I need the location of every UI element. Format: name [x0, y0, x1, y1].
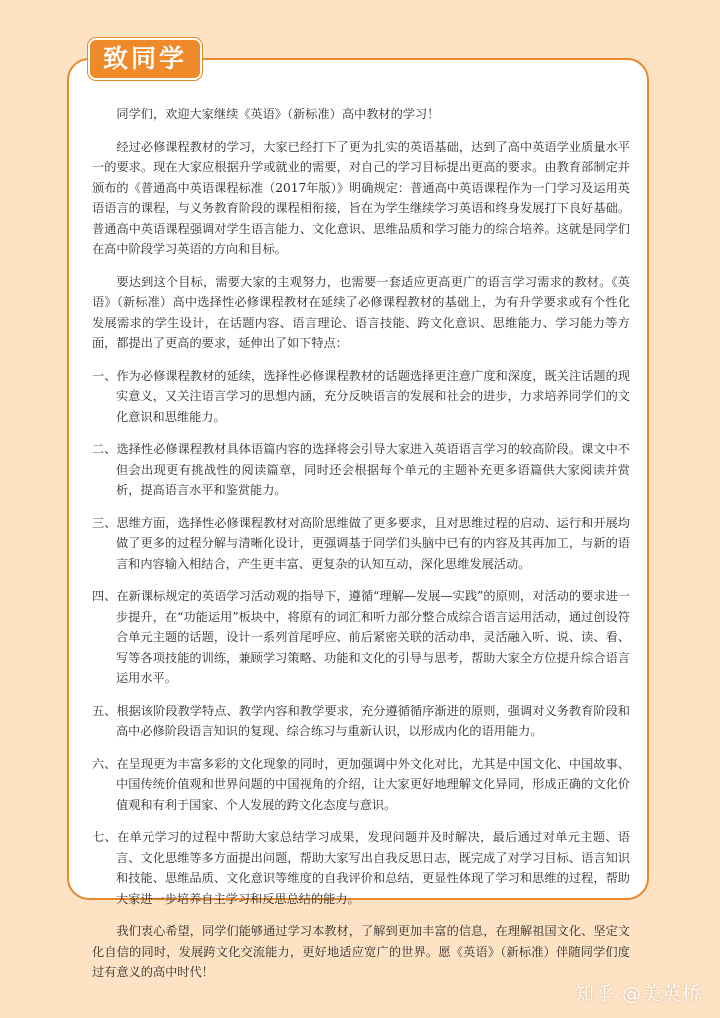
goal-paragraph: 要达到这个目标，需要大家的主观努力，也需要一套适应更高更广的语言学习需求的教材。《英语》（新标准）高中选择性必修课程教材在延续了必修课程教材的基础上，为有升学要求或有个性化发展需求的学生设计，在话题内容、语言理论、语言技能、跨文化意识、思维能力、学习能力等方面，都提出了更高的要求，延伸出了如下特点：: [92, 274, 630, 350]
feature-item-6: 六、在呈现更为丰富多彩的文化现象的同时，更加强调中外文化对比，尤其是中国文化、中国故事、中国传统价值观和世界问题的中国视角的介绍，让大家更好地理解文化异同，形成正确的文化价值观和有利于国家、个人发展的跨文化态度与意识。: [92, 756, 630, 812]
page-title: 致同学: [88, 38, 202, 80]
feature-item-4: 四、在新课标规定的英语学习活动观的指导下，遵循“理解—发展—实践”的原则，对活动的要求进一步提升，在“功能运用”板块中，将原有的词汇和听力部分整合成综合语言运用活动，通过创设符合单元主题的话题，设计一系列首尾呼应、前后紧密关联的活动串，灵活融入听、说、读、看、写等各项技能的训练，兼顾学习策略、功能和文化的引导与思考，帮助大家全方位提升综合语言运用水平。: [92, 589, 630, 685]
intro-paragraph: 经过必修课程教材的学习，大家已经打下了更为扎实的英语基础，达到了高中英语学业质量水平一的要求。现在大家应根据升学或就业的需要，对自己的学习目标提出更高的要求。由教育部制定并颁布的《普通高中英语课程标准（2017年版）》明确规定：普通高中英语课程作为一门学习及运用英语语言的课程，与义务教育阶段的课程相衔接，旨在为学生继续学习英语和终身发展打下良好基础。普通高中英语课程强调对学生语言能力、文化意识、思维品质和学习能力的综合培养。这就是同学们在高中阶段学习英语的方向和目标。: [92, 139, 630, 256]
letter-body: [92, 104, 630, 995]
feature-item-2: 二、选择性必修课程教材具体语篇内容的选择将会引导大家进入英语语言学习的较高阶段。课文中不但会出现更有挑战性的阅读篇章，同时还会根据每个单元的主题补充更多语篇供大家阅读并赏析，提高语言水平和鉴赏能力。: [92, 442, 630, 497]
feature-item-1: 一、作为必修课程教材的延续，选择性必修课程教材的话题选择更注意广度和深度，既关注话题的现实意义，又关注语言学习的思想内涵，充分反映语言的发展和社会的进步，力求培养同学们的文化意识和思维能力。: [92, 368, 630, 424]
feature-item-3: 三、思维方面，选择性必修课程教材对高阶思维做了更多要求，且对思维过程的启动、运行和开展均做了更多的过程分解与清晰化设计，更强调基于同学们头脑中已有的内容及其再加工，与新的语言和内容输入相结合，产生更丰富、更复杂的认知互动，深化思维发展活动。: [92, 515, 630, 571]
feature-item-5: 五、根据该阶段教学特点、教学内容和教学要求，充分遵循循序渐进的原则，强调对义务教育阶段和高中必修阶段语言知识的复现、综合练习与重新认识，以形成内化的语用能力。: [92, 703, 630, 738]
watermark: 知乎 @美英桥: [574, 983, 702, 1005]
closing-paragraph: 我们衷心希望，同学们能够通过学习本教材，了解到更加丰富的信息，在理解祖国文化、坚定文化自信的同时，发展跨文化交流能力，更好地适应宽广的世界。愿《英语》（新标准）伴随同学们度过有意义的高中时代！: [92, 924, 630, 979]
feature-item-7: 七、在单元学习的过程中帮助大家总结学习成果，发现问题并及时解决，最后通过对单元主题、语言、文化思维等多方面提出问题，帮助大家写出自我反思日志，既完成了对学习目标、语言知识和技能、思维品质、文化意识等维度的自我评价和总结，更显性体现了学习和思维的过程，帮助大家进一步培养自主学习和反思总结的能力。: [92, 830, 630, 906]
greeting-paragraph: 同学们，欢迎大家继续《英语》（新标准）高中教材的学习！: [116, 107, 440, 121]
